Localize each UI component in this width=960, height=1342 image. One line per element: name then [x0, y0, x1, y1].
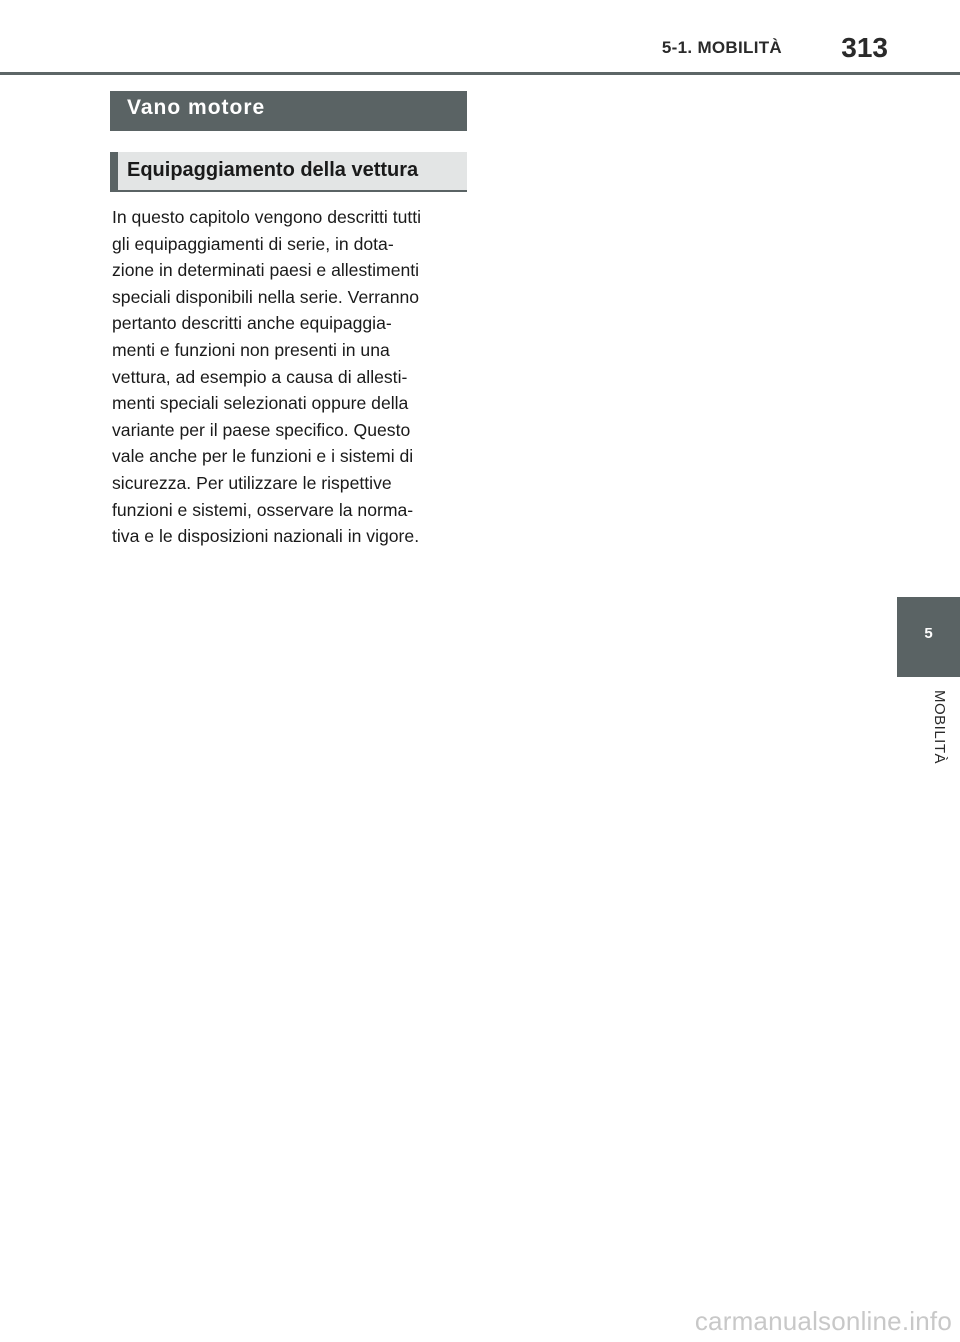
- body-line: gli equipaggiamenti di serie, in dota-: [112, 233, 394, 254]
- body-line: menti e funzioni non presenti in una: [112, 339, 390, 360]
- page-number: 313: [841, 32, 888, 63]
- running-header: [0, 32, 960, 72]
- section-title: Vano motore: [127, 96, 266, 119]
- subsection-title: Equipaggiamento della vettura: [127, 159, 419, 181]
- body-line: funzioni e sistemi, osservare la norma-: [112, 499, 414, 520]
- body-line: vale anche per le funzioni e i sistemi di: [112, 446, 414, 467]
- subsection-title-bar: [110, 152, 467, 192]
- body-line: zione in determinati paesi e allestimenti: [112, 260, 420, 281]
- body-line: In questo capitolo vengono descritti tutti: [112, 207, 422, 227]
- body-line: menti speciali selezionati oppure della: [112, 393, 409, 414]
- body-line: pertanto descritti anche equipaggia-: [112, 313, 392, 334]
- body-line: sicurezza. Per utilizzare le rispettive: [112, 472, 392, 493]
- body-line: vettura, ad esempio a causa di allesti-: [112, 366, 408, 387]
- header-rule: [0, 72, 960, 75]
- body-paragraph: [112, 204, 472, 550]
- body-line: speciali disponibili nella serie. Verranno: [112, 286, 420, 307]
- section-title-bar: [110, 91, 467, 131]
- body-line: variante per il paese specifico. Questo: [112, 419, 411, 440]
- body-line: tiva e le disposizioni nazionali in vigore.: [112, 526, 420, 547]
- watermark: carmanualsonline.info: [694, 1306, 952, 1336]
- chapter-number: 5: [924, 625, 933, 642]
- header-section-title: 5-1. MOBILITÀ: [661, 38, 782, 57]
- chapter-label: MOBILITÀ: [931, 690, 948, 765]
- chapter-tab: [897, 597, 960, 677]
